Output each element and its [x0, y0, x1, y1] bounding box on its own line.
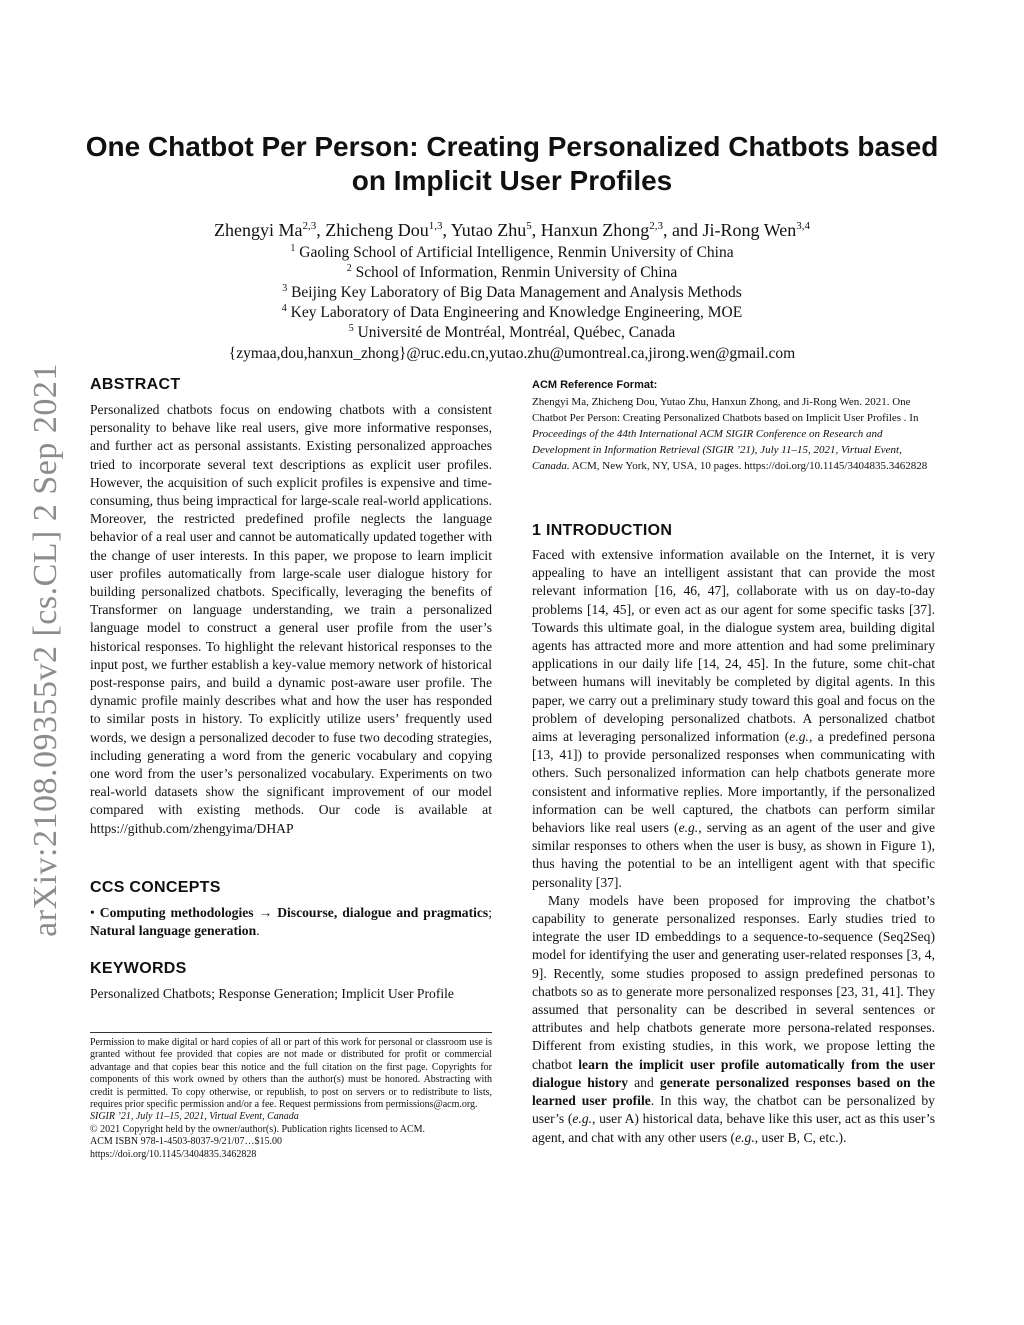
- affiliation-text: Beijing Key Laboratory of Big Data Management and Analysis Methods: [291, 284, 742, 301]
- acm-ref-label: ACM Reference Format:: [532, 379, 658, 391]
- author-affil-marker: 1,3: [428, 220, 443, 232]
- affiliation: [80, 323, 944, 343]
- author-affil-marker: 3,4: [796, 220, 810, 232]
- ccs-separator: ;: [488, 905, 492, 920]
- bullet: •: [90, 905, 95, 920]
- author-emails: {zymaa,dou,hanxun_zhong}@ruc.edu.cn,yutao.zhu@umontreal.ca,jirong.wen@gmail.com: [228, 345, 796, 362]
- abstract-body: [90, 401, 492, 838]
- title-line-2: on Implicit User Profiles: [351, 165, 673, 196]
- intro-heading: 1 INTRODUCTION: [532, 522, 673, 539]
- abstract-heading: ABSTRACT: [90, 376, 181, 393]
- affiliation: [80, 283, 944, 303]
- affiliation-text: Gaoling School of Artificial Intelligence, Renmin University of China: [299, 244, 734, 261]
- acm-ref-format: [532, 394, 937, 474]
- affiliation-number: 2: [346, 262, 352, 274]
- acm-ref-proceedings: Proceedings of the 44th International ACM SIGIR Conference on Research and Development in Information Retrieval (SIGIR ’21), July 11–15, 2021, Virtual Event, Canada.: [532, 428, 902, 472]
- author-separator: ,: [531, 220, 541, 240]
- copyright-line: © 2021 Copyright held by the owner/author(s). Publication rights licensed to ACM.: [90, 1123, 426, 1135]
- keywords-text: Personalized Chatbots; Response Generation; Implicit User Profile: [90, 986, 454, 1001]
- affiliation: [80, 243, 944, 263]
- arxiv-sidebar: [0, 363, 92, 937]
- intro-body: [532, 546, 935, 1147]
- permission-text: Permission to make digital or hard copies of all or part of this work for personal or classroom use is granted without fee provided that copies are not made or distributed for profit or commercial advantage and that copies bear this notice and the full citation on the first page. Copyrights for components of this work owned by others than the author(s) must be honored. Abstracting with credit is permitted. To copy otherwise, or republish, to post on servers or to redistribute to lists, requires prior specific permission and/or a fee. Request permissions from permissions@acm.org.: [90, 1037, 492, 1111]
- affiliation-text: School of Information, Renmin University of China: [355, 264, 678, 281]
- author: Ji-Rong Wen: [702, 220, 797, 240]
- doi-link[interactable]: https://doi.org/10.1145/3404835.3462828: [90, 1148, 257, 1160]
- affiliation-number: 5: [348, 322, 354, 334]
- affiliation-number: 4: [281, 302, 287, 314]
- acm-ref-text: ACM, New York, NY, USA, 10 pages. https://doi.org/10.1145/3404835.3462828: [569, 460, 928, 472]
- author-affil-marker: 5: [526, 220, 532, 232]
- author-affil-marker: 2,3: [649, 220, 664, 232]
- keywords-body: [90, 985, 492, 1003]
- footnote-rule: [90, 1032, 492, 1033]
- intro-paragraph-2: Many models have been proposed for improving the chatbot’s capability to generate personalized responses. Early studies tried to integrate the user ID embeddings to a sequence-to-sequence (Seq2Seq) model for identifying the user and generating user-related responses [3, 4, 9]. Recently, some studies proposed to assign predefined personas to chatbots so as to generate more personalized responses [23, 31, 41]. They assumed that personality can be described in several sentences or attributes and help chatbots generate more persona-related responses. Different from existing studies, in this work, we propose letting the chatbot learn the implicit user profile automatically from the user dialogue history and generate personalized responses based on the learned user profile. In this way, the chatbot can be personalized by user’s (e.g., user A) historical data, behave like this user, act as this user’s agent, and chat with any other users (e.g., user B, C, etc.).: [532, 892, 935, 1145]
- arxiv-identifier: arXiv:2108.09355v2 [cs.CL] 2 Sep 2021: [27, 363, 64, 937]
- affiliation: [80, 303, 944, 323]
- ccs-concept: Computing methodologies: [99, 905, 254, 920]
- author-separator: ,: [316, 220, 326, 240]
- author: Zhengyi Ma: [213, 220, 303, 240]
- ccs-concept: Discourse, dialogue and pragmatics: [277, 905, 489, 920]
- author: Hanxun Zhong: [540, 220, 650, 240]
- author: Yutao Zhu: [450, 220, 527, 240]
- affiliation-number: 3: [282, 282, 288, 294]
- acm-ref-text: Zhengyi Ma, Zhicheng Dou, Yutao Zhu, Hanxun Zhong, and Ji-Rong Wen. 2021. One Chatbot Per Person: Creating Personalized Chatbots based on Implicit User Profiles . In: [532, 396, 919, 424]
- ccs-end: .: [256, 923, 260, 939]
- affiliation: [80, 263, 944, 283]
- paper-title: [80, 130, 944, 198]
- isbn-line: ACM ISBN 978-1-4503-8037-9/21/07…$15.00: [90, 1136, 282, 1148]
- ccs-concepts: [90, 904, 492, 940]
- intro-paragraph-1: Faced with extensive information available on the Internet, it is very appealing to have an intelligent assistant that can provide the most relevant information [16, 46, 47], collaborate with us on day-to-day problems [14, 45], or even act as our agent for some specific tasks [37]. Towards this ultimate goal, in the dialogue system area, building digital agents has attracted more and more attention and had some preliminary applications in our daily life [14, 24, 45]. In the future, some chit-chat between humans will inevitably be completed by digital agents. In this paper, we carry out a preliminary study toward this goal and focus on the problem of developing personalized chatbots. A personalized chatbot aims at leveraging personalized information (e.g., a predefined persona [13, 41]) to provide personalized responses when communicating with others. Such personalized information can help chatbots generate more consistent and informative replies. More importantly, if the personalized information can be well captured, the chatbots can perform similar behaviors like real users (e.g., serving as an agent of the user and give similar responses to others when the user is busy, as shown in Figure 1), thus having the potential to be an intelligent agent with that specific personality [37].: [532, 547, 935, 890]
- affiliation-number: 1: [290, 242, 296, 254]
- author-separator: ,: [442, 220, 451, 240]
- conference-venue: SIGIR ’21, July 11–15, 2021, Virtual Event, Canada: [90, 1111, 299, 1123]
- affiliation-text: Université de Montréal, Montréal, Québec, Canada: [357, 324, 676, 341]
- author-list: [80, 220, 944, 240]
- abstract-text: Personalized chatbots focus on endowing chatbots with a consistent personality to behave like real users, give more informative responses, and further act as personal assistants. Existing personalized approaches tried to incorporate several text descriptions as explicit user profiles. However, the acquisition of such explicit profiles is expensive and time-consuming, thus being impractical for large-scale real-world applications. Moreover, the restricted predefined profile neglects the language behavior of a real user and cannot be automatically updated together with the change of user interests. In this paper, we propose to learn implicit user profiles automatically from large-scale user dialogue history for building personalized chatbots. Specifically, leveraging the benefits of Transformer on language understanding, we train a personalized language model to construct a general user profile from the user’s historical responses. To highlight the relevant historical responses to the input post, we further establish a key-value memory network of historical post-response pairs, and build a dynamic post-aware user profile. The dynamic profile mainly describes what and how the user has responded to similar posts in history. To explicitly utilize users’ frequently used words, we design a personalized decoder to fuse two decoding strategies, including generating a word from the generic vocabulary and copying one word from the user’s personalized vocabulary. Experiments on two real-world datasets show the significant improvement of our model compared with existing methods. Our code is available at https://github.com/zhengyima/DHAP: [90, 402, 492, 836]
- ccs-concept: Natural language generation: [90, 923, 257, 939]
- affiliation-text: Key Laboratory of Data Engineering and Knowledge Engineering, MOE: [290, 304, 743, 321]
- keywords-heading: KEYWORDS: [90, 960, 187, 977]
- title-line-1: One Chatbot Per Person: Creating Personalized Chatbots based: [85, 131, 939, 162]
- author: Zhicheng Dou: [325, 220, 429, 240]
- author-separator: , and: [663, 220, 703, 240]
- arrow-icon: →: [258, 905, 273, 920]
- author-affil-marker: 2,3: [302, 220, 317, 232]
- ccs-heading: CCS CONCEPTS: [90, 879, 221, 896]
- permission-notice: [90, 1037, 492, 1161]
